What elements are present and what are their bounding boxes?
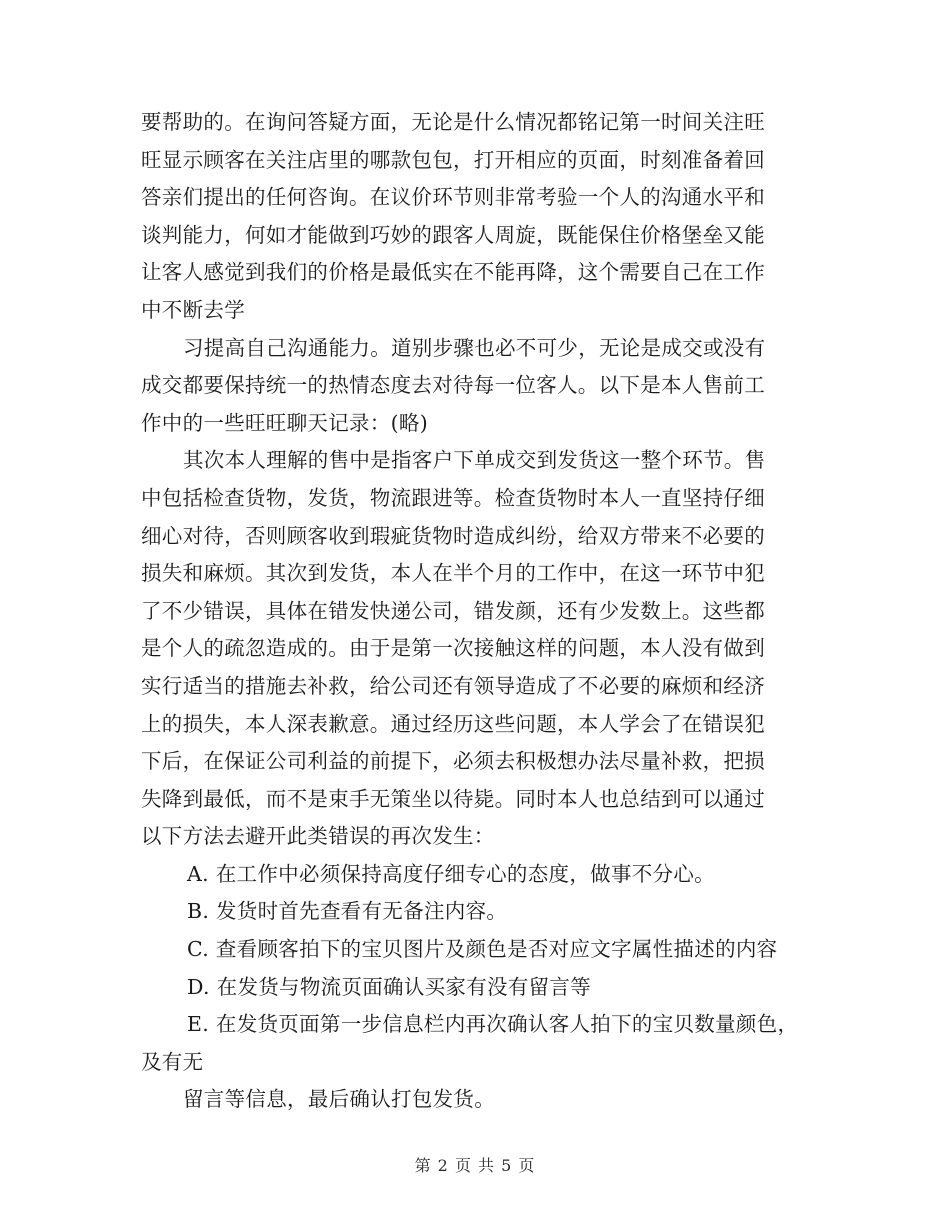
list-item-a: A. 在工作中必须保持高度仔细专心的态度，做事不分心。 bbox=[187, 861, 715, 886]
paragraph-start-line: 留言等信息，最后确认打包发货。 bbox=[183, 1087, 495, 1112]
text-line: 作中的一些旺旺聊天记录：(略) bbox=[141, 410, 428, 435]
text-line: 旺显示顾客在关注店里的哪款包包，打开相应的页面，时刻准备着回 bbox=[141, 147, 765, 172]
text-line: 中不断去学 bbox=[141, 297, 245, 322]
text-line: 失降到最低，而不是束手无策坐以待毙。同时本人也总结到可以通过 bbox=[141, 786, 765, 811]
text-line: 答亲们提出的任何咨询。在议价环节则非常考验一个人的沟通水平和 bbox=[141, 185, 765, 210]
text-line: 成交都要保持统一的热情态度去对待每一位客人。以下是本人售前工 bbox=[141, 373, 765, 398]
list-item-c: C. 查看顾客拍下的宝贝图片及颜色是否对应文字属性描述的内容 bbox=[187, 937, 778, 962]
text-line: 损失和麻烦。其次到发货，本人在半个月的工作中，在这一环节中犯 bbox=[141, 561, 765, 586]
text-line: 上的损失，本人深表歉意。通过经历这些问题，本人学会了在错误犯 bbox=[141, 711, 765, 736]
text-line: 了不少错误，具体在错发快递公司，错发颜，还有少发数上。这些都 bbox=[141, 598, 765, 623]
text-line: 谈判能力，何如才能做到巧妙的跟客人周旋，既能保住价格堡垒又能 bbox=[141, 222, 765, 247]
document-body bbox=[141, 104, 809, 1119]
text-line: 及有无 bbox=[141, 1049, 204, 1074]
text-line: 让客人感觉到我们的价格是最低实在不能再降，这个需要自己在工作 bbox=[141, 260, 765, 285]
text-line: 是个人的疏忽造成的。由于是第一次接触这样的问题，本人没有做到 bbox=[141, 636, 765, 661]
page-footer: 第 2 页 共 5 页 bbox=[414, 1156, 536, 1175]
text-line: 细心对待，否则顾客收到瑕疵货物时造成纠纷，给双方带来不必要的 bbox=[141, 523, 765, 548]
paragraph-start-line: 其次本人理解的售中是指客户下单成交到发货这一整个环节。售 bbox=[183, 448, 766, 473]
text-line: 要帮助的。在询问答疑方面，无论是什么情况都铭记第一时间关注旺 bbox=[141, 110, 765, 134]
text-line: 实行适当的措施去补救，给公司还有领导造成了不必要的麻烦和经济 bbox=[141, 673, 765, 698]
text-line: 以下方法去避开此类错误的再次发生： bbox=[141, 824, 495, 849]
list-item-b: B. 发货时首先查看有无备注内容。 bbox=[187, 899, 508, 924]
list-item-d: D. 在发货与物流页面确认买家有没有留言等 bbox=[187, 974, 592, 999]
text-line: 中包括检查货物，发货，物流跟进等。检查货物时本人一直坚持仔细 bbox=[141, 485, 765, 510]
list-item-e: E. 在发货页面第一步信息栏内再次确认客人拍下的宝贝数量颜色， bbox=[187, 1012, 799, 1037]
paragraph-start-line: 习提高自己沟通能力。道别步骤也必不可少，无论是成交或没有 bbox=[183, 335, 766, 360]
text-line: 下后，在保证公司利益的前提下，必须去积极想办法尽量补救，把损 bbox=[141, 749, 765, 774]
